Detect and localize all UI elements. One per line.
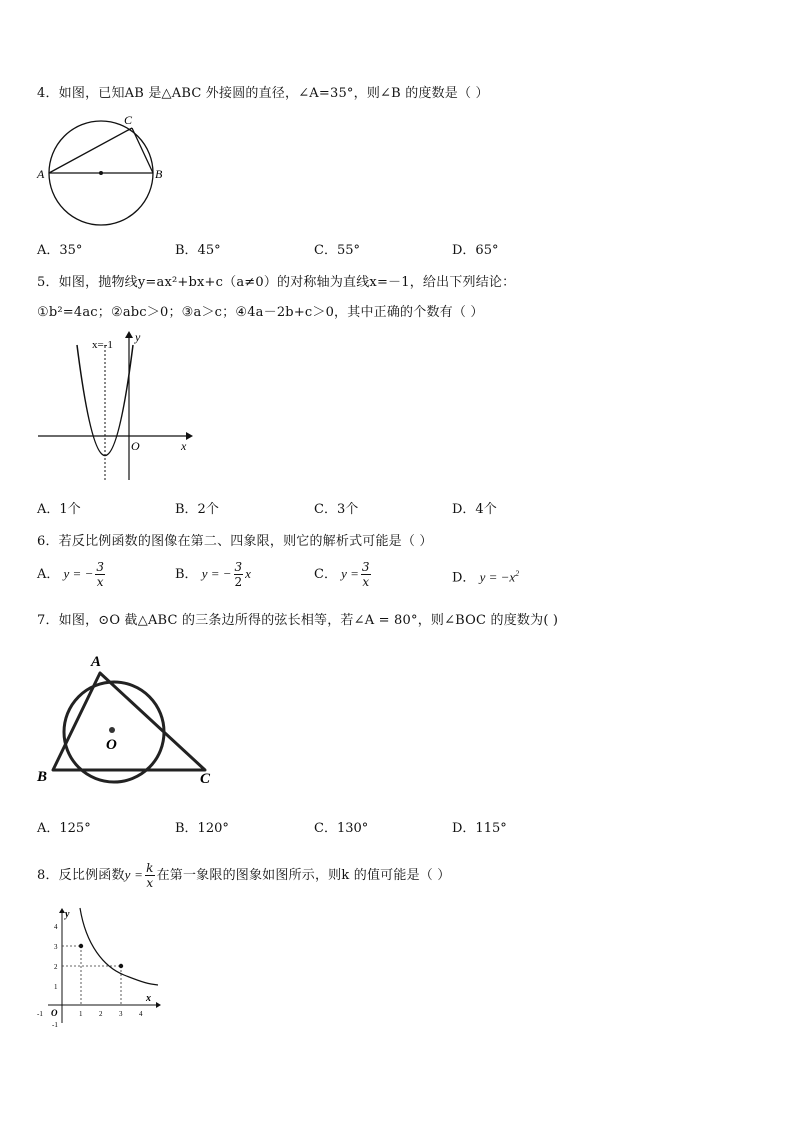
xtick-4: 4	[139, 1010, 143, 1018]
origin-label: O	[51, 1008, 58, 1018]
label-a: A	[37, 167, 45, 181]
q4-option-b: B．45°	[175, 243, 221, 258]
q7-figure	[34, 650, 224, 788]
q6-stem: 6．若反比例函数的图像在第二、四象限，则它的解析式可能是（ ）	[37, 534, 433, 549]
q4-option-c: C．55°	[314, 243, 360, 258]
side-ac	[49, 128, 132, 173]
q8-figure	[34, 905, 164, 1030]
q6-option-b: B． y = − $\frac{3}{2}$ x	[175, 560, 251, 589]
xtick-1: 1	[79, 1010, 83, 1018]
symmetry-label: x=-1	[92, 339, 113, 351]
ytick-2: 2	[54, 963, 58, 971]
xtick-3: 3	[119, 1010, 123, 1018]
origin-label: O	[131, 439, 140, 453]
y-axis-arrow	[125, 331, 133, 338]
q4-option-d: D．65°	[452, 243, 499, 258]
x-axis-arrow	[186, 432, 193, 440]
q4-figure	[34, 112, 169, 230]
q7-option-a: A．125°	[37, 821, 91, 836]
side-cb	[132, 128, 153, 173]
q5-option-a: A．1个	[37, 502, 81, 517]
q7-option-b: B．120°	[175, 821, 229, 836]
ytick-4: 4	[54, 923, 58, 931]
triangle-abc	[53, 673, 205, 770]
q6-option-d: D． $y = -x^2$	[452, 569, 520, 586]
x-label: x	[181, 439, 187, 453]
xtick-2: 2	[99, 1010, 103, 1018]
x-label: x	[146, 993, 151, 1004]
q5-figure	[36, 328, 196, 486]
label-b: B	[155, 167, 163, 181]
q7-option-d: D．115°	[452, 821, 507, 836]
point-1-3	[79, 944, 83, 948]
label-o: O	[106, 737, 117, 753]
q5-option-b: B．2个	[175, 502, 219, 517]
q5-option-d: D．4个	[452, 502, 497, 517]
q7-option-c: C．130°	[314, 821, 369, 836]
q6-option-a: A． y = − $\frac{3}{x}$	[37, 560, 104, 589]
point-3-2	[119, 964, 123, 968]
q6-option-c: C． y = $\frac{3}{x}$	[314, 560, 370, 589]
center-o	[109, 727, 115, 733]
hyperbola	[80, 908, 158, 985]
q5-option-c: C．3个	[314, 502, 359, 517]
label-a: A	[91, 654, 102, 670]
center-dot	[99, 171, 103, 175]
y-label: y	[135, 330, 141, 344]
xtick-neg1: -1	[37, 1010, 43, 1018]
label-c: C	[200, 771, 211, 787]
q5-stem: 5．如图，抛物线y=ax²+bx+c（a≠0）的对称轴为直线x=－1，给出下列结论：	[37, 275, 516, 290]
ytick-neg1: -1	[52, 1021, 58, 1029]
q7-stem: 7．如图，⊙O 截△ABC 的三条边所得的弦长相等，若∠A = 80°，则∠BOC 的度数为( )	[37, 613, 559, 628]
q4-stem: 4．如图，已知AB 是△ABC 外接圆的直径，∠A=35°，则∠B 的度数是（ ）	[37, 86, 489, 101]
q8-stem: 8．反比例函数y = $\frac{k}{x}$ 在第一象限的图象如图所示，则k 的值可能是（ ）	[37, 861, 451, 890]
x-axis-arrow	[156, 1002, 161, 1008]
q5-conclusions: ①b²=4ac；②abc＞0；③a＞c；④4a－2b+c＞0，其中正确的个数有（ ）	[37, 305, 484, 320]
label-c: C	[124, 113, 133, 127]
label-b: B	[37, 769, 48, 785]
q4-option-a: A．35°	[37, 243, 83, 258]
ytick-1: 1	[54, 983, 58, 991]
y-label: y	[65, 909, 70, 920]
ytick-3: 3	[54, 943, 58, 951]
